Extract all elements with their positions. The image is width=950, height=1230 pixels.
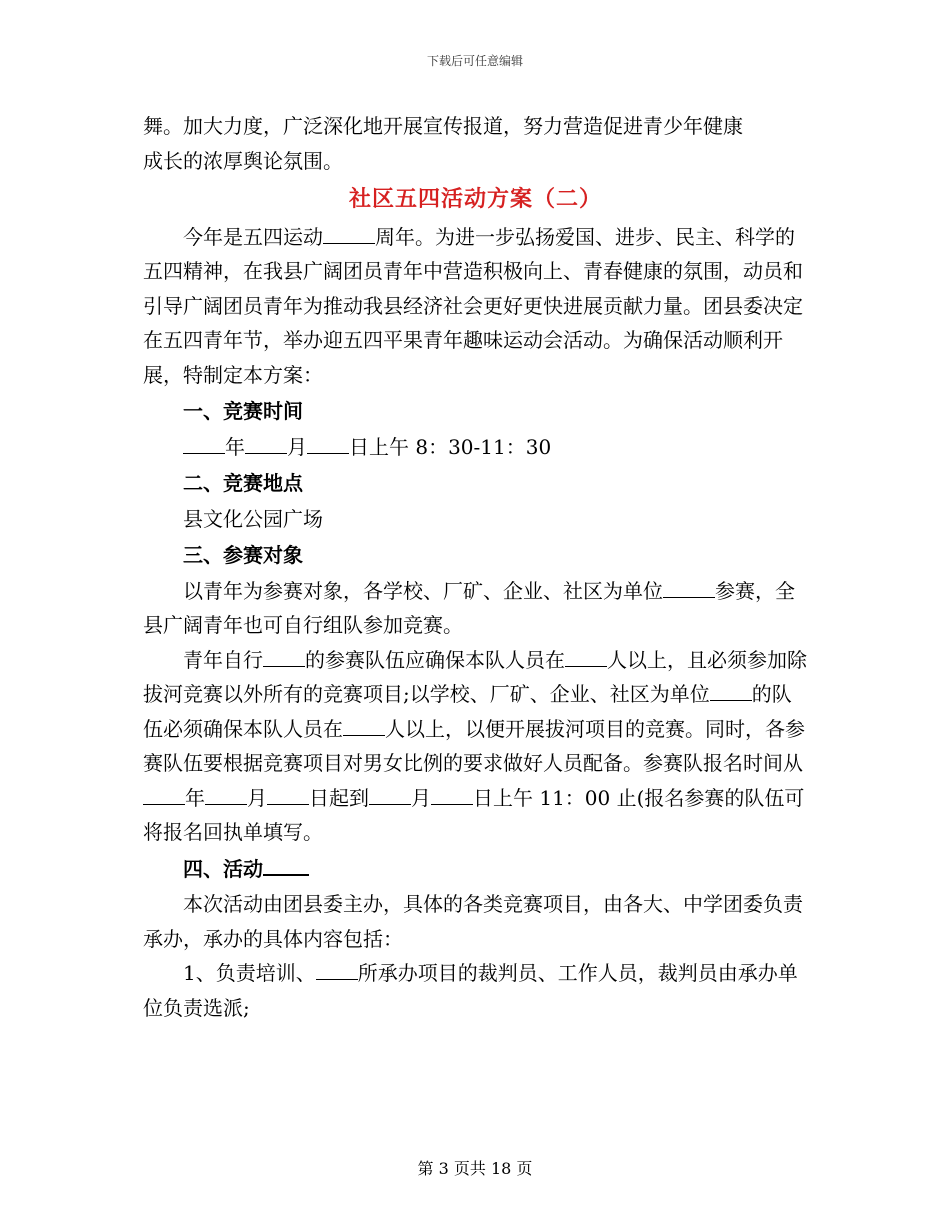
intro-line-1: 舞。加大力度，广泛深化地开展宣传报道，努力营造促进青少年健康: [143, 114, 743, 138]
blank-underline: [323, 222, 375, 244]
competition-venue: 县文化公园广场: [183, 506, 323, 531]
blank-underline: [245, 432, 287, 454]
document-body: [143, 109, 808, 1025]
blank-underline: [183, 432, 225, 454]
blank-underline: [369, 783, 411, 805]
blank-underline: [343, 714, 385, 736]
text-run: 四、活动: [183, 856, 263, 881]
text-run: 人以上，以便开展拔河项目的竞赛。同时，各参赛队伍要根据竞赛项目对男女比例的要求做好人员配备。参赛队报名时间从: [143, 716, 805, 775]
text-run: 周年。为进一步弘扬爱国、进步、民主、科学的五四精神，在我县广阔团员青年中营造积极向上、青春健康的氛围，动员和引导广阔团员青年为推动我县经济社会更好更快进展贡献力量。团县委决定在五四青年节，举办迎五四平果青年趣味运动会活动。为确保活动顺利开展，特制定本方案：: [143, 224, 803, 387]
blank-underline: [143, 783, 185, 805]
blank-underline: [316, 958, 358, 980]
participants-paragraph-1: [143, 574, 808, 643]
text-run: 所承办项目的裁判员、工作人员，裁判员由承办单位负责选派;: [143, 961, 798, 1020]
text-run: 日起到: [309, 785, 369, 810]
heading-competition-time: 一、竞赛时间: [183, 399, 303, 423]
blank-underline: [710, 679, 752, 701]
heading-competition-venue: 二、竞赛地点: [183, 471, 303, 495]
blank-underline: [263, 645, 305, 667]
page-footer: 第 3 页共 18 页: [417, 1159, 533, 1178]
blank-underline: [263, 853, 309, 876]
paragraph-intro: [143, 220, 808, 393]
text-run: 以青年为参赛对象，各学校、厂矿、企业、社区为单位: [183, 578, 663, 603]
intro-line-2: 成长的浓厚舆论氛围。: [143, 148, 343, 173]
text-run: 今年是五四运动: [183, 224, 323, 249]
competition-time: [143, 430, 808, 465]
text-run: 青年自行: [183, 647, 263, 672]
text-run: 月: [247, 785, 267, 810]
text-run: 人以上，且必须参加除拔河竞赛以外所有的竞赛项目;以学校、厂矿、企业、社区为单位: [143, 647, 807, 706]
heading-participants: 三、参赛对象: [183, 543, 303, 567]
participants-paragraph-2: [143, 643, 808, 850]
text-run: 月: [287, 434, 307, 459]
activity-item-1: [143, 956, 808, 1025]
blank-underline: [565, 645, 607, 667]
text-run: 1、负责培训、: [183, 961, 316, 985]
text-run: 的参赛队伍应确保本队人员在: [305, 647, 565, 672]
page-header: 下载后可任意编辑: [426, 54, 523, 68]
activity-paragraph-1: 本次活动由团县委主办，具体的各类竞赛项目，由各大、中学团委负责承办，承办的具体内容包括：: [143, 892, 803, 951]
text-run: 月: [411, 785, 431, 810]
blank-underline: [307, 432, 349, 454]
blank-underline: [431, 783, 473, 805]
section-title: 社区五四活动方案（二）: [348, 186, 602, 212]
text-run: 的队伍必须确保本队人员在: [143, 682, 792, 741]
heading-activity: [143, 852, 808, 887]
text-run: 日上午 11：00 止(报名参赛的队伍可将报名回执单填写。: [143, 785, 805, 844]
text-run: 日上午 8：30-11：30: [349, 434, 552, 459]
text-run: 参赛，全县广阔青年也可自行组队参加竞赛。: [143, 578, 795, 637]
text-run: 年: [225, 434, 245, 459]
blank-underline: [205, 783, 247, 805]
text-run: 年: [185, 785, 205, 810]
blank-underline: [267, 783, 309, 805]
blank-underline: [663, 576, 715, 598]
